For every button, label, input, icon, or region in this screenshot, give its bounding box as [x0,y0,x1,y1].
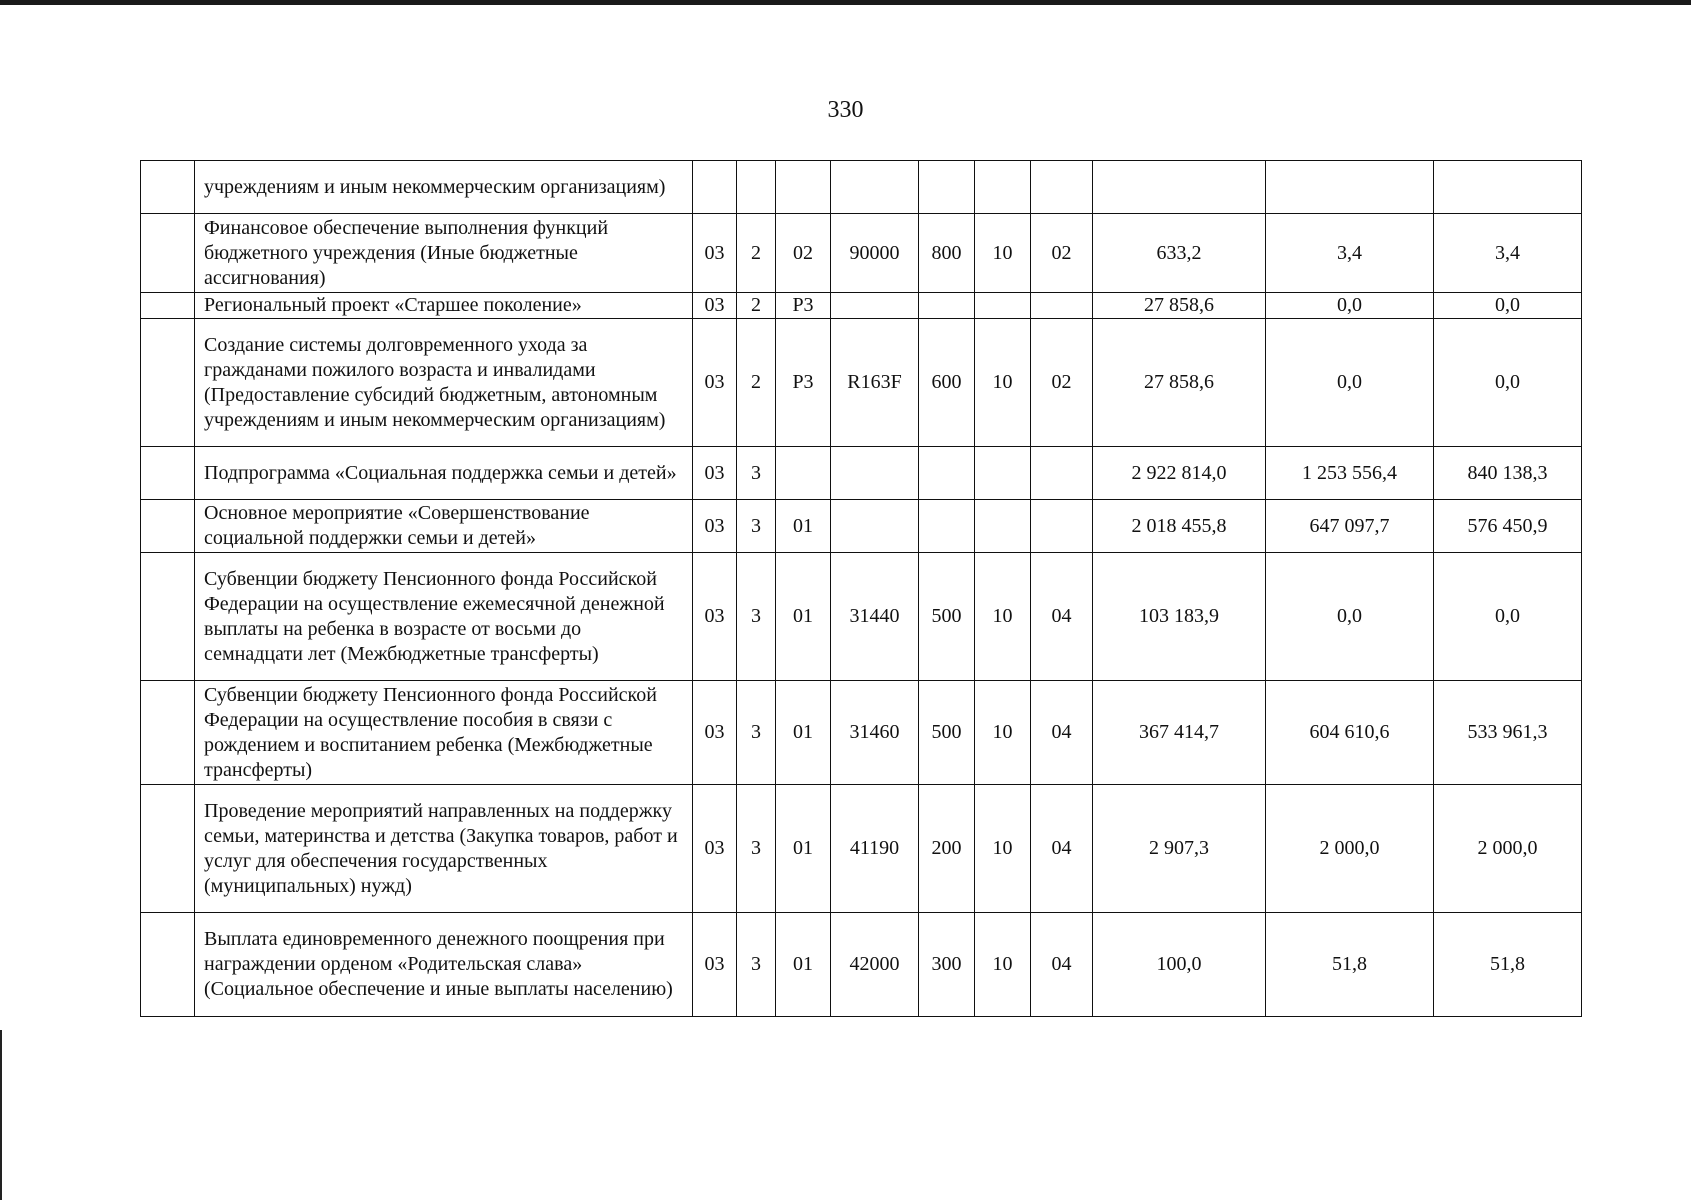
code-cell [1031,447,1093,500]
code-cell: 600 [919,319,975,447]
code-cell [919,500,975,553]
row-number-cell [141,500,195,553]
code-cell [831,500,919,553]
code-cell: 10 [975,319,1031,447]
code-cell: 03 [693,447,737,500]
code-cell: 500 [919,681,975,785]
amount-cell: 0,0 [1434,293,1582,319]
code-cell: R163F [831,319,919,447]
row-number-cell [141,214,195,293]
description-cell: Создание системы долговременного ухода за гражданами пожилого возраста и инвалидами (Предоставление субсидий бюджетным, автономным учреждениям и иным некоммерческим организациям) [195,319,693,447]
code-cell: 04 [1031,785,1093,913]
amount-cell: 2 000,0 [1434,785,1582,913]
code-cell [1031,500,1093,553]
table-row [141,785,1582,913]
code-cell [975,293,1031,319]
amount-cell: 2 018 455,8 [1093,500,1266,553]
amount-cell: 0,0 [1266,553,1434,681]
code-cell: 03 [693,500,737,553]
code-cell: 10 [975,785,1031,913]
code-cell: 3 [737,785,776,913]
table-row [141,681,1582,785]
code-cell: 01 [776,681,831,785]
description-cell: Субвенции бюджету Пенсионного фонда Российской Федерации на осуществление ежемесячной денежной выплаты на ребенка в возрасте от восьми до семнадцати лет (Межбюджетные трансферты) [195,553,693,681]
code-cell [1031,161,1093,214]
code-cell: 01 [776,913,831,1017]
row-number-cell [141,293,195,319]
code-cell [693,161,737,214]
description-cell: Финансовое обеспечение выполнения функций бюджетного учреждения (Иные бюджетные ассигнования) [195,214,693,293]
code-cell: 10 [975,913,1031,1017]
code-cell: 3 [737,447,776,500]
amount-cell: 840 138,3 [1434,447,1582,500]
code-cell: 03 [693,913,737,1017]
code-cell [831,293,919,319]
page-number: 330 [827,97,864,123]
row-number-cell [141,785,195,913]
code-cell: 03 [693,785,737,913]
code-cell: 10 [975,681,1031,785]
code-cell: 3 [737,500,776,553]
table-row [141,553,1582,681]
code-cell: 2 [737,319,776,447]
description-cell: Региональный проект «Старшее поколение» [195,293,693,319]
code-cell [737,161,776,214]
code-cell: 3 [737,681,776,785]
table-row [141,319,1582,447]
amount-cell: 27 858,6 [1093,319,1266,447]
top-border-rule [0,0,1691,5]
code-cell: 800 [919,214,975,293]
amount-cell: 0,0 [1434,319,1582,447]
code-cell: 02 [776,214,831,293]
code-cell [975,500,1031,553]
table-row [141,161,1582,214]
amount-cell [1093,161,1266,214]
amount-cell: 533 961,3 [1434,681,1582,785]
code-cell: 03 [693,214,737,293]
code-cell: 31440 [831,553,919,681]
code-cell: 03 [693,681,737,785]
row-number-cell [141,913,195,1017]
code-cell: 01 [776,500,831,553]
code-cell: 200 [919,785,975,913]
budget-table [140,160,1582,1017]
code-cell: 500 [919,553,975,681]
code-cell: 3 [737,913,776,1017]
code-cell: 04 [1031,913,1093,1017]
row-number-cell [141,447,195,500]
table-row [141,447,1582,500]
code-cell: 31460 [831,681,919,785]
amount-cell: 27 858,6 [1093,293,1266,319]
code-cell [776,161,831,214]
row-number-cell [141,553,195,681]
left-border-rule [0,1030,2,1200]
description-cell: Подпрограмма «Социальная поддержка семьи и детей» [195,447,693,500]
code-cell: 03 [693,553,737,681]
amount-cell: 100,0 [1093,913,1266,1017]
code-cell: 42000 [831,913,919,1017]
code-cell [831,161,919,214]
amount-cell: 51,8 [1434,913,1582,1017]
code-cell [919,293,975,319]
code-cell [776,447,831,500]
amount-cell: 0,0 [1266,319,1434,447]
code-cell: 10 [975,214,1031,293]
code-cell: 04 [1031,553,1093,681]
amount-cell: 2 907,3 [1093,785,1266,913]
code-cell: 01 [776,553,831,681]
amount-cell: 2 922 814,0 [1093,447,1266,500]
description-cell: Субвенции бюджету Пенсионного фонда Российской Федерации на осуществление пособия в связи с рождением и воспитанием ребенка (Межбюджетные трансферты) [195,681,693,785]
amount-cell: 3,4 [1434,214,1582,293]
amount-cell: 576 450,9 [1434,500,1582,553]
amount-cell: 367 414,7 [1093,681,1266,785]
code-cell: 02 [1031,214,1093,293]
code-cell: 3 [737,553,776,681]
amount-cell: 51,8 [1266,913,1434,1017]
amount-cell [1266,161,1434,214]
code-cell: 10 [975,553,1031,681]
table-row [141,293,1582,319]
amount-cell: 1 253 556,4 [1266,447,1434,500]
code-cell [919,447,975,500]
table-row [141,214,1582,293]
description-cell: Выплата единовременного денежного поощрения при награждении орденом «Родительская слава» (Социальное обеспечение и иные выплаты населению) [195,913,693,1017]
amount-cell: 0,0 [1434,553,1582,681]
code-cell: 01 [776,785,831,913]
code-cell: 90000 [831,214,919,293]
code-cell [831,447,919,500]
code-cell: 300 [919,913,975,1017]
code-cell [919,161,975,214]
amount-cell: 0,0 [1266,293,1434,319]
description-cell: Основное мероприятие «Совершенствование социальной поддержки семьи и детей» [195,500,693,553]
code-cell: P3 [776,293,831,319]
amount-cell: 604 610,6 [1266,681,1434,785]
amount-cell: 103 183,9 [1093,553,1266,681]
table-row [141,913,1582,1017]
code-cell [975,161,1031,214]
code-cell: P3 [776,319,831,447]
amount-cell: 3,4 [1266,214,1434,293]
amount-cell: 647 097,7 [1266,500,1434,553]
code-cell: 2 [737,214,776,293]
code-cell: 2 [737,293,776,319]
amount-cell: 633,2 [1093,214,1266,293]
amount-cell: 2 000,0 [1266,785,1434,913]
row-number-cell [141,681,195,785]
table-row [141,500,1582,553]
amount-cell [1434,161,1582,214]
description-cell: Проведение мероприятий направленных на поддержку семьи, материнства и детства (Закупка товаров, работ и услуг для обеспечения государственных (муниципальных) нужд) [195,785,693,913]
code-cell: 03 [693,319,737,447]
code-cell: 02 [1031,319,1093,447]
row-number-cell [141,161,195,214]
code-cell [1031,293,1093,319]
row-number-cell [141,319,195,447]
code-cell: 03 [693,293,737,319]
code-cell: 04 [1031,681,1093,785]
description-cell: учреждениям и иным некоммерческим организациям) [195,161,693,214]
code-cell [975,447,1031,500]
code-cell: 41190 [831,785,919,913]
